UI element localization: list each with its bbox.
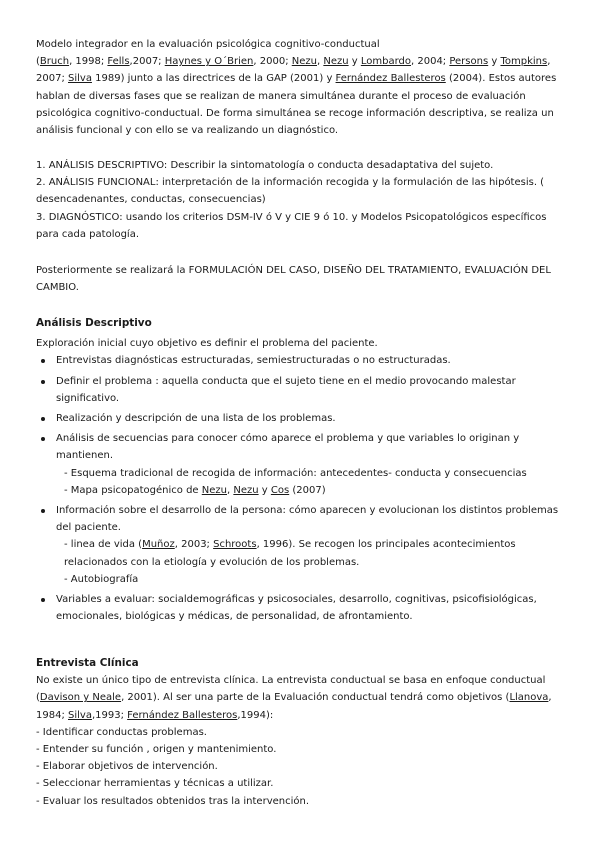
section-heading: Análisis Descriptivo [36,317,152,329]
ref-link[interactable]: Fernández Ballesteros [127,709,238,721]
list-item: Definir el problema : aquella conducta que el sujeto tiene en el medio provocando malestar significativo. [36,373,568,407]
sub-item: - Mapa psicopatogénico de Nezu, Nezu y Cos (2007) [64,484,326,496]
objective-item: - Elaborar objetivos de intervención. [36,761,218,773]
list-item: Entrevistas diagnósticas estructuradas, semiestructuradas o no estructuradas. [36,352,568,369]
ref-link[interactable]: Haynes y O´Brien [164,56,254,68]
ref-link[interactable]: Nezu [233,484,259,496]
sub-item: - linea de vida (Muñoz, 2003; Schroots, 1996). Se recogen los principales acontecimientos relacionados con la etiología y evolución de los problemas. [64,539,516,568]
ref-link[interactable]: Silva [68,709,92,721]
list-item: Realización y descripción de una lista de los problemas. [36,410,568,427]
list-item: Información sobre el desarrollo de la persona: cómo aparecen y evolucionan los distintos problemas del paciente. - linea de vida (Muñoz, 2003; Schroots, 1996). Se recogen los principales acontecimientos relacionados con la etiología y evolución de los problemas. - Autobiografía [36,502,568,588]
ref-link[interactable]: Nezu [291,56,317,68]
ref-link[interactable]: Muñoz [142,539,175,551]
bullet-list [36,352,568,625]
objective-item: - Entender su función , origen y mantenimiento. [36,744,277,756]
phase-item: 3. DIAGNÓSTICO: usando los criterios DSM-IV ó V y CIE 9 ó 10. y Modelos Psicopatológicos específicos para cada patología. [36,211,547,240]
ref-link[interactable]: Tompkins [500,56,548,68]
later-section [36,262,568,296]
entrevista-section [36,655,568,810]
sub-item: - Autobiografía [64,573,139,585]
section-intro: Exploración inicial cuyo objetivo es definir el problema del paciente. [36,338,378,350]
ref-link[interactable]: Cos [270,484,290,496]
section-heading: Entrevista Clínica [36,657,139,669]
ref-link[interactable]: Fells [107,56,130,68]
ref-link[interactable]: Silva [68,73,92,85]
phases-section [36,157,568,243]
intro-title: Modelo integrador en la evaluación psicológica cognitivo-conductual [36,39,380,50]
intro-paragraph: (Bruch, 1998; Fells,2007; Haynes y O´Brien, 2000; Nezu, Nezu y Lombardo, 2004; Persons y Tompkins, 2007; Silva 1989) junto a las directrices de la GAP (2001) y Fernández Ballesteros (2004). Estos autores hablan de diversas fases que se realizan de manera simultánea durante el proceso de evaluación psicológica cognitivo-conductual. De forma simultánea se recoge información descriptiva, se realiza un análisis funcional y con ello se va realizando un diagnóstico. [36,56,557,137]
ref-link[interactable]: Nezu [201,484,227,496]
sub-item: - Esquema tradicional de recogida de información: antecedentes- conducta y consecuencias [64,467,527,479]
list-item: Análisis de secuencias para conocer cómo aparece el problema y que variables lo originan y mantienen. - Esquema tradicional de recogida de información: antecedentes- conducta y consecuencias - Mapa psicopatogénico de Nezu, Nezu y Cos (2007) [36,430,568,499]
list-item: Variables a evaluar: socialdemográficas y psicosociales, desarrollo, cognitivas, psicofisiológicas, emocionales, biológicas y médicas, de personalidad, de afrontamiento. [36,591,568,625]
later-paragraph: Posteriormente se realizará la FORMULACIÓN DEL CASO, DISEÑO DEL TRATAMIENTO, EVALUACIÓN DEL CAMBIO. [36,265,551,294]
ref-link[interactable]: Davison y Neale [39,692,122,704]
phase-item: 1. ANÁLISIS DESCRIPTIVO: Describir la sintomatología o conducta desadaptativa del sujeto. [36,160,494,171]
entrevista-paragraph: No existe un único tipo de entrevista clínica. La entrevista conductual se basa en enfoque conductual (Davison y Neale, 2001). Al ser una parte de la Evaluación conductual tendrá como objetivos (Llanova, 1984; Silva,1993; Fernández Ballesteros,1994): [36,675,552,721]
objective-item: - Identificar conductas problemas. [36,726,207,738]
ref-link[interactable]: Nezu [323,56,349,68]
ref-link[interactable]: Schroots [213,539,257,551]
phase-item: 2. ANÁLISIS FUNCIONAL: interpretación de la información recogida y la formulación de las hipótesis. ( desencadenantes, conductas, consecuencias) [36,177,545,206]
objective-item: - Seleccionar herramientas y técnicas a utilizar. [36,778,274,790]
ref-link[interactable]: Lombardo [360,56,411,68]
ref-link[interactable]: Bruch [39,56,70,68]
ref-link[interactable]: Llanova [509,692,549,704]
ref-link[interactable]: Persons [449,56,489,68]
intro-section [36,36,568,139]
descriptivo-section [36,315,568,625]
objective-item: - Evaluar los resultados obtenidos tras la intervención. [36,795,310,807]
ref-link[interactable]: Fernández Ballesteros [335,73,446,85]
